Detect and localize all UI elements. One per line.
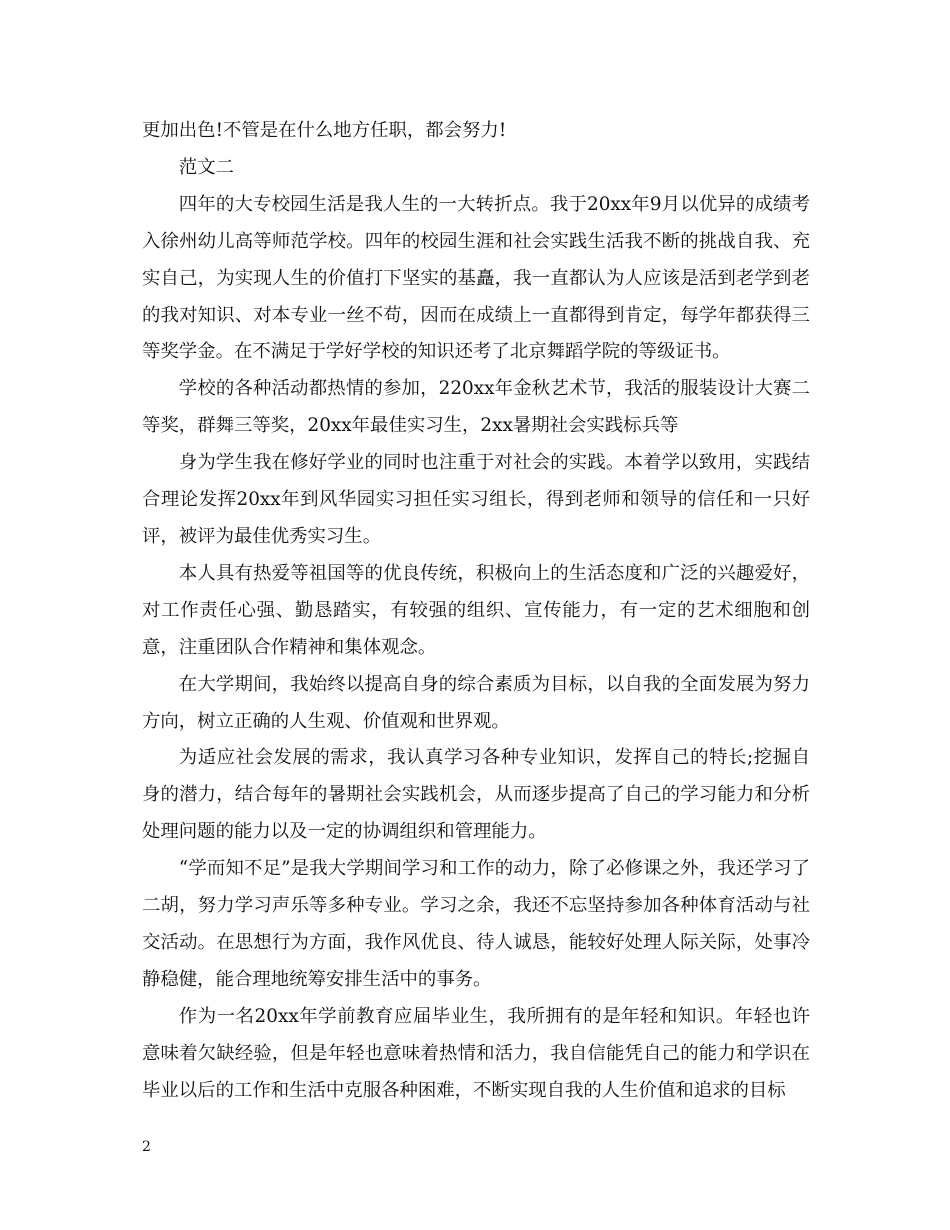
paragraph: 为适应社会发展的需求，我认真学习各种专业知识，发挥自己的特长;挖掘自身的潜力，结合每年的暑期社会实践机会，从而逐步提高了自己的学习能力和分析处理问题的能力以及一定的协调组织和管理能力。 — [142, 747, 810, 843]
document-body — [142, 113, 810, 1109]
paragraph: 身为学生我在修好学业的同时也注重于对社会的实践。本着学以致用，实践结合理论发挥20xx年到风华园实习担任实习组长，得到老师和领导的信任和一只好评，被评为最佳优秀实习生。 — [142, 452, 810, 547]
paragraph: 在大学期间，我始终以提高自身的综合素质为目标，以自我的全面发展为努力方向，树立正确的人生观、价值观和世界观。 — [142, 673, 810, 732]
section-heading: 范文二 — [178, 156, 234, 178]
paragraph: “学而知不足”是我大学期间学习和工作的动力，除了必修课之外，我还学习了二胡，努力学习声乐等多种专业。学习之余，我还不忘坚持参加各种体育活动与社交活动。在思想行为方面，我作风优良、待人诚恳，能较好处理人际关际，处事冷静稳健，能合理地统筹安排生活中的事务。 — [142, 858, 810, 990]
page-number: 2 — [142, 1139, 151, 1155]
paragraph: 作为一名20xx年学前教育应届毕业生，我所拥有的是年轻和知识。年轻也许意味着欠缺经验，但是年轻也意味着热情和活力，我自信能凭自己的能力和学识在毕业以后的工作和生活中克服各种困难，不断实现自我的人生价值和追求的目标 — [142, 1005, 810, 1101]
paragraph: 学校的各种活动都热情的参加，220xx年金秋艺术节，我活的服装设计大赛二等奖，群舞三等奖，20xx年最佳实习生，2xx暑期社会实践标兵等 — [142, 378, 810, 437]
paragraph-continuation: 更加出色!不管是在什么地方任职，都会努力! — [142, 120, 507, 141]
paragraph: 四年的大专校园生活是我人生的一大转折点。我于20xx年9月以优异的成绩考入徐州幼儿高等师范学校。四年的校园生涯和社会实践生活我不断的挑战自我、充实自己，为实现人生的价值打下坚实的基矗，我一直都认为人应该是活到老学到老的我对知识、对本专业一丝不苟，因而在成绩上一直都得到肯定，每学年都获得三等奖学金。在不满足于学好学校的知识还考了北京舞蹈学院的等级证书。 — [142, 193, 810, 363]
paragraph: 本人具有热爱等祖国等的优良传统，积极向上的生活态度和广泛的兴趣爱好，对工作责任心强、勤恳踏实，有较强的组织、宣传能力，有一定的艺术细胞和创意，注重团队合作精神和集体观念。 — [142, 562, 810, 658]
